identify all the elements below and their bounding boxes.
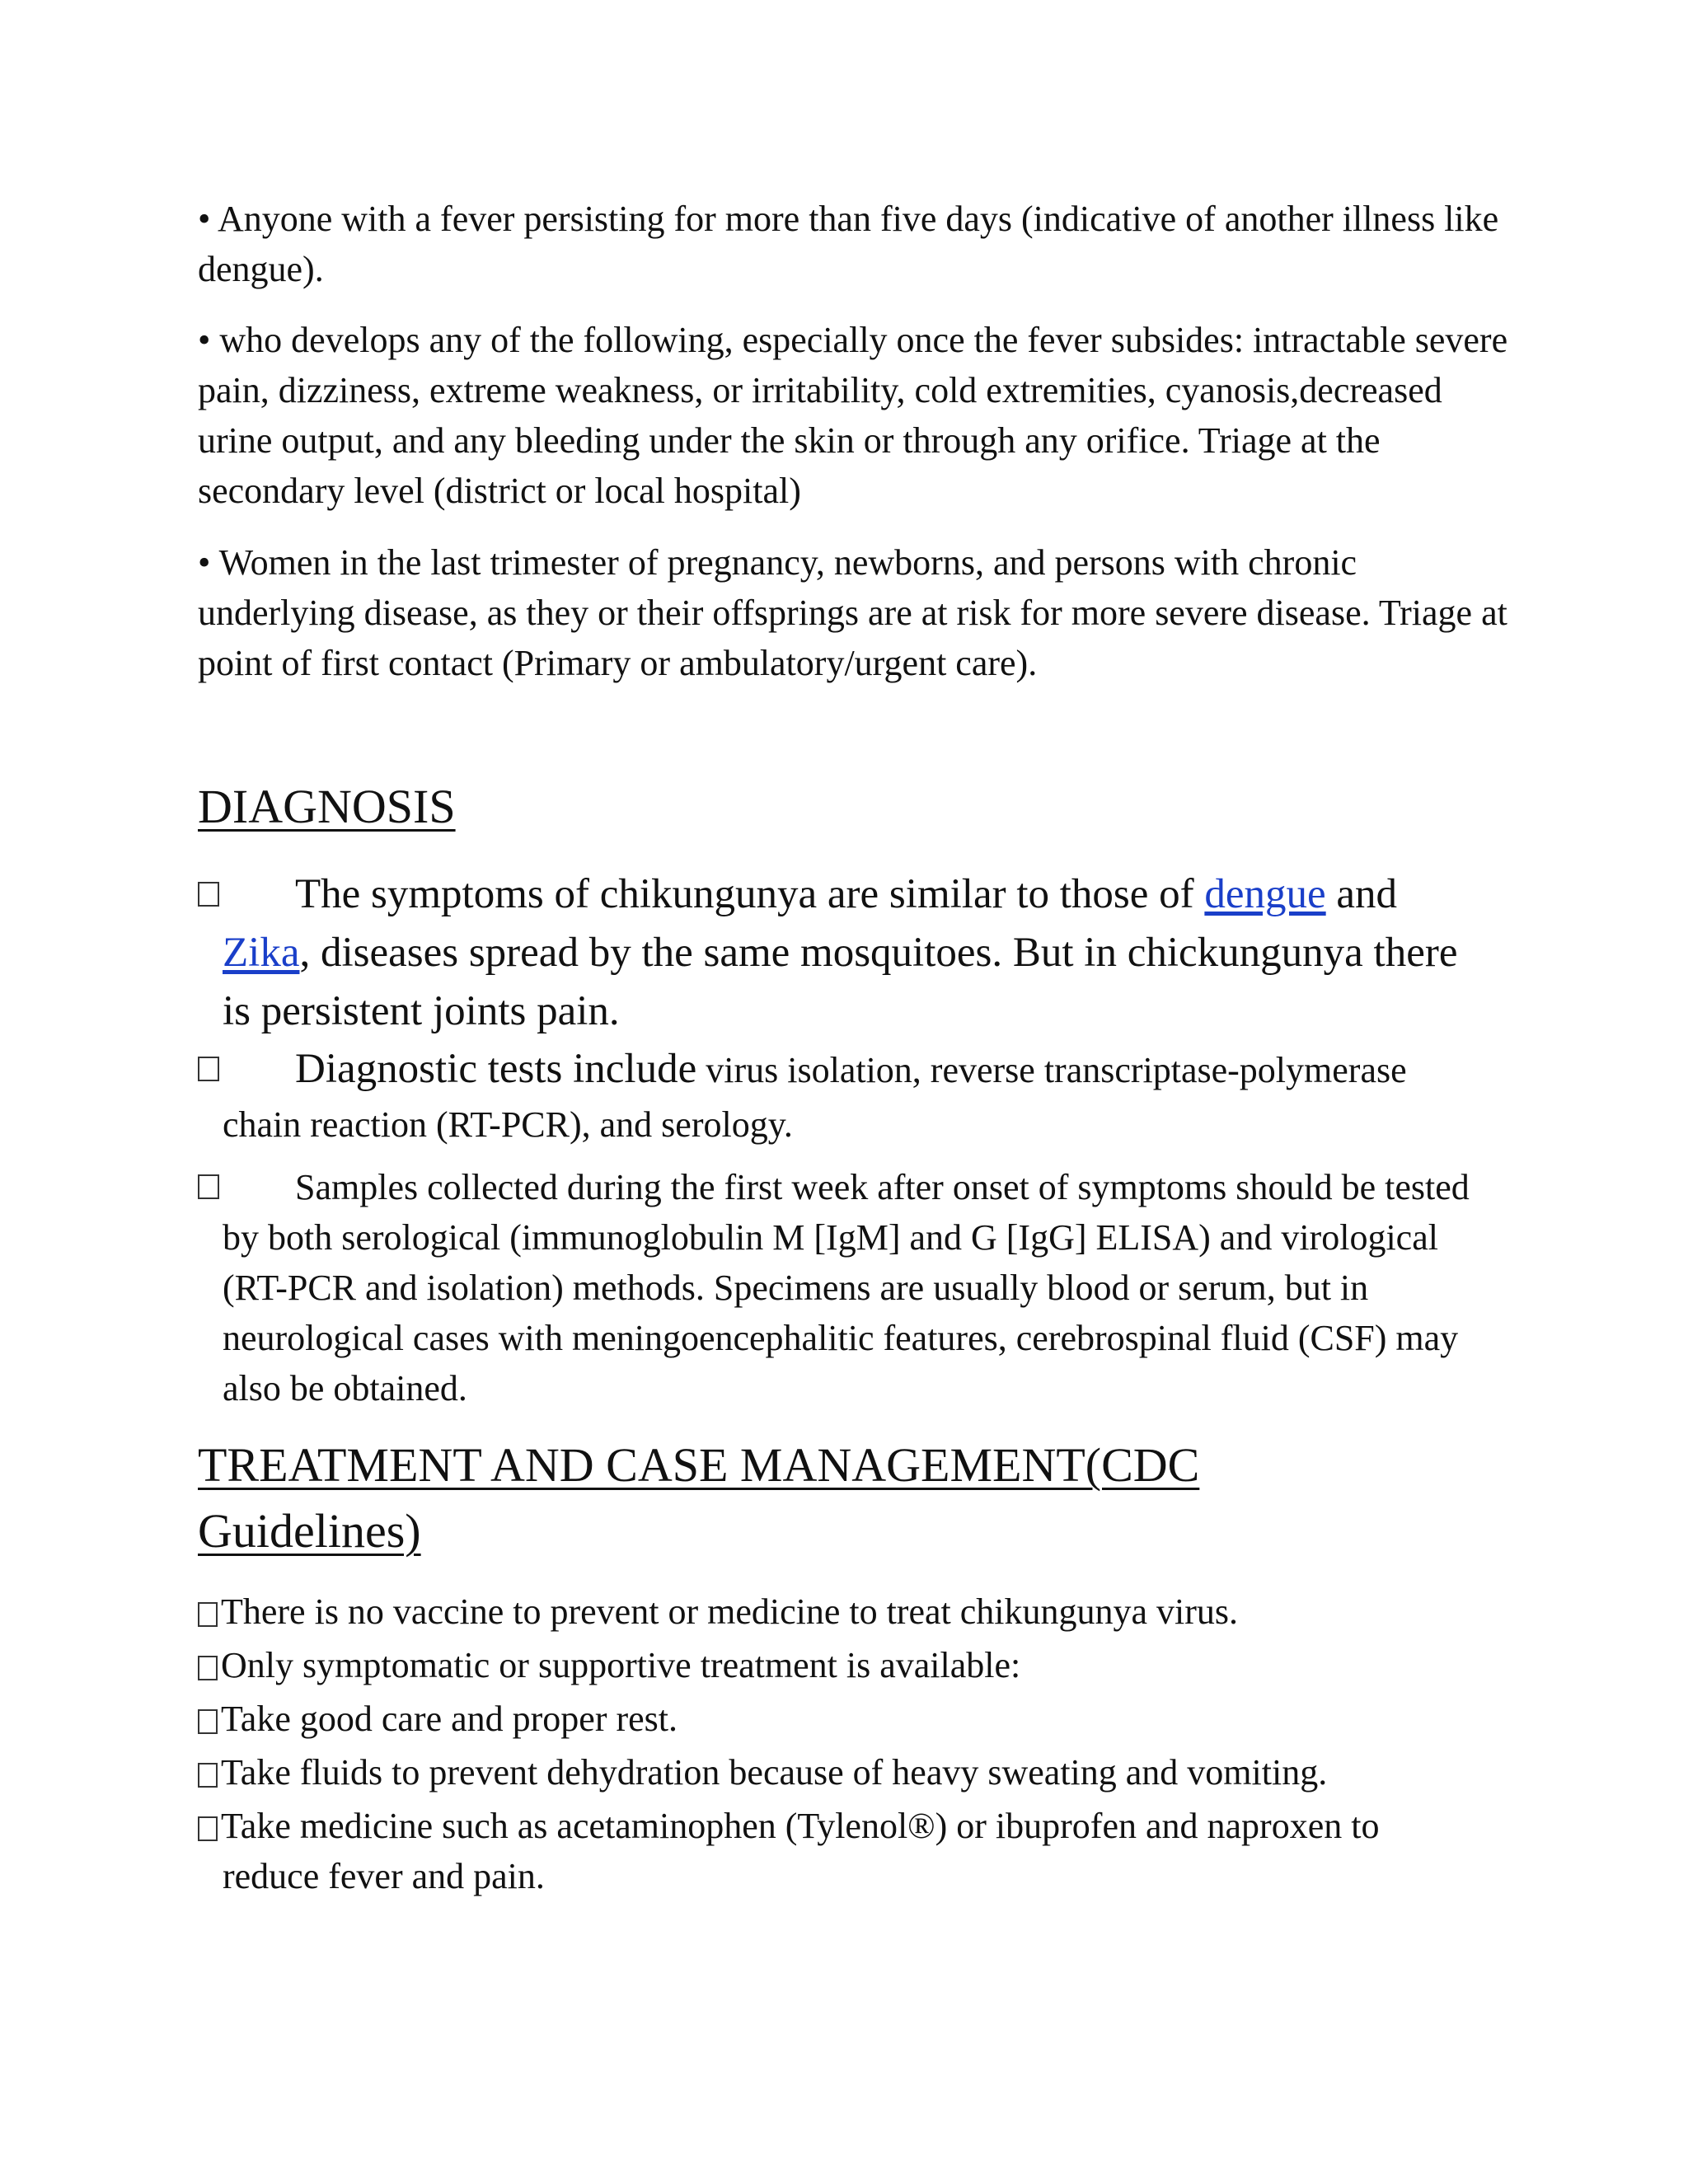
bullet-warning-signs: • who develops any of the following, especially once the fever subsides: intractable severe pain, dizziness, extreme weakness, or irritability, cold extremities, cyanosis,decreased urine output, and any bleeding under the skin or through any orifice. Triage at the secondary level (district or local hospital) [198,320,1508,511]
bullet-high-risk-groups: • Women in the last trimester of pregnancy, newborns, and persons with chronic underlying disease, as they or their offsprings are at risk for more severe disease. Triage at point of first contact (Primary or ambulatory/urgent care). [198,542,1507,683]
diagnosis-item-text: Samples collected during the first week after onset of symptoms should be tested by both serological (immunoglobulin M [IgM] and G [IgG] ELISA) and virological (RT-PCR and isolation) methods. Specimens are usually blood or serum, but in neurological cases with meningoencephalitic features, cerebrospinal fluid (CSF) may also be obtained. [223,1167,1470,1408]
text-segment: The symptoms of chikungunya are similar to those of [295,871,1205,917]
treatment-item-text: Take fluids to prevent dehydration because of heavy sweating and vomiting. [221,1752,1328,1793]
bullet-box-icon [198,1602,218,1627]
diagnosis-item-text [198,865,1484,1041]
treatment-item-text: Take medicine such as acetaminophen (Tylenol®) or ibuprofen and naproxen to [221,1806,1380,1846]
treatment-item-text: There is no vaccine to prevent or medicine to treat chikungunya virus. [221,1591,1239,1632]
treatment-heading [198,1432,1199,1564]
treatment-item [198,1640,1517,1690]
text-segment: virus isolation, reverse transcriptase-polymerase chain reaction (RT-PCR), and serology. [223,1050,1407,1145]
text-segment: , diseases spread by the same mosquitoes. But in chickungunya there is persistent joints pain. [223,930,1458,1034]
diagnosis-item-symptoms [198,865,1484,1041]
bullet-box-icon [198,1057,219,1081]
diagnosis-heading: DIAGNOSIS [198,780,456,833]
zika-link[interactable]: Zika [223,930,300,976]
treatment-item [198,1747,1517,1797]
bullet-box-icon [198,1709,218,1734]
diagnosis-item-text [198,1042,1484,1152]
bullet-box-icon [198,1174,219,1199]
treatment-heading-line: Guidelines) [198,1504,421,1558]
bullet-box-icon [198,882,219,907]
treatment-heading-line: TREATMENT AND CASE MANAGEMENT(CDC [198,1438,1200,1492]
bullet-fever-persisting: • Anyone with a fever persisting for more than five days (indicative of another illness like dengue). [198,199,1499,289]
treatment-item-text: Take good care and proper rest. [221,1699,678,1739]
text-segment: and [1325,871,1398,917]
treatment-item [198,1586,1517,1637]
diagnosis-item-tests [198,1042,1484,1152]
dengue-link[interactable]: dengue [1204,871,1326,917]
treatment-item-continuation: reduce fever and pain. [223,1856,545,1896]
bullet-box-icon [198,1763,218,1788]
treatment-item [198,1801,1517,1901]
bullet-box-icon [198,1816,218,1841]
diagnosis-item-samples [198,1162,1484,1413]
text-segment: Diagnostic tests include [295,1046,697,1092]
bullet-box-icon [198,1656,218,1680]
treatment-item [198,1694,1517,1744]
treatment-item-text: Only symptomatic or supportive treatment is available: [221,1645,1021,1685]
